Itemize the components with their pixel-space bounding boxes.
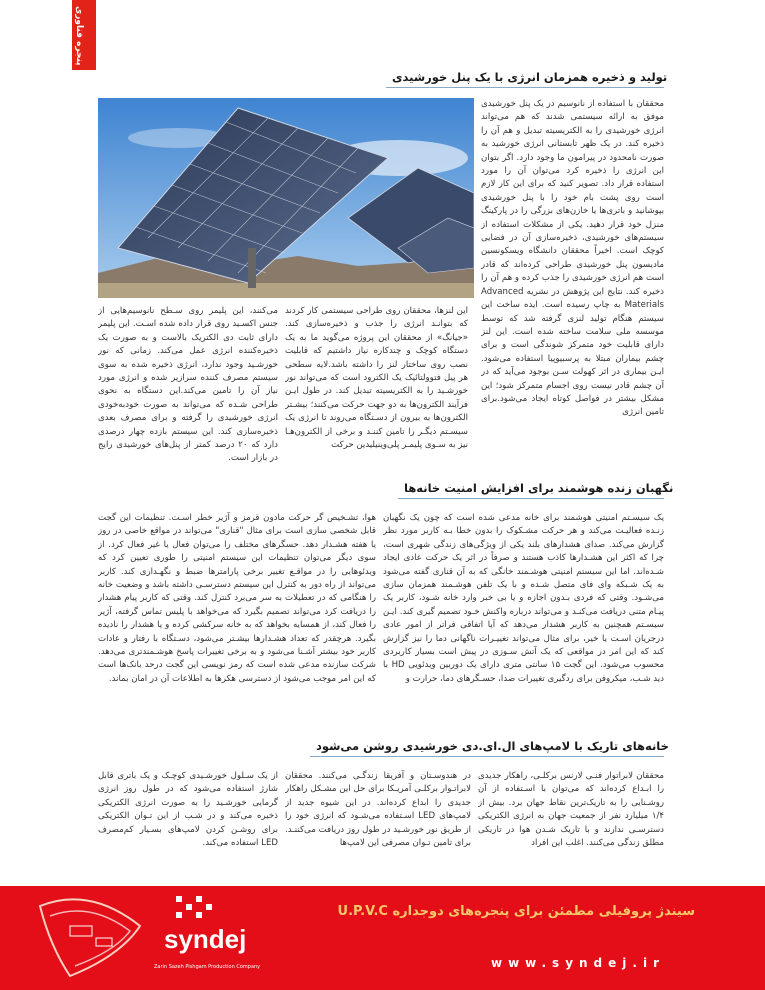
footer-slogan: سیندژ پروفیلی مطمئن برای پنجره‌های دوجداره U.P.V.C bbox=[337, 904, 695, 919]
syndej-logo bbox=[150, 894, 280, 980]
window-profile-graphic bbox=[30, 886, 160, 990]
section3-heading bbox=[310, 738, 669, 757]
section1-column-right: محققان با استفاده از نانوسیم در یک پنل خورشیدی موفق به ارائه سیستمی شدند که هم می‌تواند انرژی خورشیدی را به الکتریسیته تبدیل و هم آن را ذخیره کند. در یک ظهر تابستانی انرژی خورشید به صورت نامحدود در پیرامون ما وجود دارد. اگر بتوان این انرژی را ذخیره کرد می‌توان آن را مورد استفاده قرار داد. تصویر کنید که برای این کار لازم است روی پشت بام خود را با پنل خورشیدی بپوشانید و باتری‌ها یا خازن‌های بزرگی را در پارکینگ منزل خود قرار دهید. یکی از مشکلات استفاده از سیستم‌های خورشیدی، ذخیره‌سازی آن در فضایی کوچک است. اخیراً محققان دانشگاه ویسکونسین مادیسون پنل خورشیدی طراحی کرده‌اند که قادر است هم انرژی خورشیدی را جذب کرده و هم آن را ذخیره کند. نتایج این پژوهش در نشریه Advanced Materials به چاپ رسیده است. ایده ساخت این سیستم هنگام تولید لنزی گرفته شد که توسط موسسه ملی سلامت ساخته شده است. این لنز دارای قابلیت خود متمرکز شوندگی است و برای چشم بیماران مبتلا به پرسبیوپیا استفاده می‌شود. ایـن بیماری در اثر کهولت سـن بوجود می‌آید که در آن چشم قادر نیست روی اجسام متمرکز شود؛ این مشکل بیشتر در فواصل کوتاه ایجاد می‌شود.برای تامین انرژی bbox=[481, 99, 664, 418]
section2-column-right: یک سیسـتم امنیتی هوشمند برای خانه مدعی شده است که چون یک نگهبان زنـده فعالیـت می‌کند و هر حرکت مشـکوک را بدون خطا بـه کاربر مورد نظر گزارش می‌کند. صدای هشدارهای بلند یکی از ویژگی‌های زندگی شهری است، چرا که اکثر این هشـدارها کاذب هستند و صرفاً در اثر یک حرکت عادی ایجاد شـده‌اند. اما این سیستم امنیتی هوشـمند خانگی که به آن قناری گفته می‌شود به یک شـبکه وای فای متصل شـده و با یک تلفن هوشـمند همزمان سازی می‌شـود. وقتی که فردی بـدون اجازه و یا بی خبر وارد خانه شـود، کاربر یک پیـام متنی دریافت می‌کنـد و می‌تواند درباره واکنش خـود تصمیم گیری کند. ایـن سیسـتم همچنین به کاربر هشدار می‌دهد که آیا اتفاقی فراتر از امور عادی درجریان اسـت یا خیر، برای مثال می‌تواند تغییـرات ناگهانی دما را نیز گزارش کند که این امر در مواقعی که یک آتش سـوزی در پیش است بسیار کاربردی محسوب می‌شود. این گجت ۱۵ سانتی متری دارای یک دوربین ویدئویی HD با دید شـب، میکروفن برای ردگیری تغییرات صدا، حسـگرهای دما، حرارت و bbox=[383, 513, 664, 684]
section2-column-left: هوا، تشـخیص گر حرکت مادون قرمز و آژیر خطر اسـت. تنظیمات این گجت قابل شخصی سازی است برای مثال "قناری" می‌تواند در مواقع خاصی در روز یا هفته هشـدار دهد. حسگرهای مختلف را می‌توان فعال یا غیر فعال کرد. از سوی دیگر می‌توان تنظیمات این سیستم امنیتی را طوری تعیین کرد که ویدئوهایی را در مواقـع تغییر برخی پارامترها ضبط و نگهـداری کند. کاربر می‌تواند از راه دور به کنترل این سیستم دسترسـی داشته باشد و وضعیت خانه را هنگامی که در تعطیلات به سر می‌برد کنترل کند. وقتی که کاربر پیام هشدار را دریافت کرد می‌تواند تصمیم بگیرد که می‌خواهد با پلیس تماس گرفته، آژیر را فعال کند، از همسایه بخواهد که به خانه سرکشی کرده و یا هشدار را نادیده بگیرد. هرچقدر که تعداد هشـدارها بیشـتر می‌شود، دسـتگاه با رفتار و عادات کاربر خود بیشتر آشـنا می‌شود و به برخی تغییرات پاسخ هوشـمندتری می‌دهد. شرکت سازنده مدعی شده است که رمز نویسی این گجت درحد بانک‌ها است که این امر موجب می‌شود از دسترسی هکرها به اطلاعات آن در امان بماند. bbox=[98, 513, 376, 684]
footer-website-link[interactable]: www.syndej.ir bbox=[491, 956, 665, 970]
section3-column-1: محققان لابراتوار فنـی لارنس برکلـی، راهکار جدیدی را ابـداع کرده‌اند که می‌توان با اسـتفاده از آن روشـنایی را به تاریک‌ترین نقاط جهان برد. بیش از ۱/۴ میلیارد نفر از جمعیت جهان به انرژی الکتریکی دسترسـی ندارند و با تاریک شـدن هوا در تاریکی مطلق زندگی می‌کنند. اغلب این افراد bbox=[478, 771, 664, 849]
section-tab bbox=[72, 0, 96, 70]
solar-panel-image bbox=[98, 98, 474, 298]
section2-title: نگهبان زنده هوشمند برای افزایش امنیت خانه‌ها bbox=[404, 481, 674, 495]
section3-title: خانه‌های تاریک با لامپ‌های ال.ای.دی خورشیدی روشن می‌شود bbox=[316, 739, 669, 753]
section2-heading bbox=[398, 480, 674, 499]
section1-heading bbox=[386, 69, 668, 88]
logo-subtitle: Zarin Sazeh Pishgam Production Company bbox=[154, 964, 261, 970]
logo-mark-icon bbox=[174, 894, 214, 924]
footer-advertisement bbox=[0, 886, 765, 990]
section1-column-middle: این لنزها، محققان روی طراحی سیستمی کار کردند که بتوانـد انرژی را جذب و ذخیره‌سازی کند. «جیانگ» از محققان این پروژه می‌گوید ما به یک دستگاه کوچک و چندکاره نیاز داشتیم که قابلیت نصب روی ساختار لنز را داشته باشد.لایه سطحی هر پیل فتوولتائیک یک الکترود است که می‌تواند نور خورشـید را به الکتریسیته تبدیل کند. در طول ایـن فرآیند الکترون‌ها به دو جهت حرکت می‌کنند؛ بیشـتر الکترون‌ها به بیرون از دسـتگاه می‌روند تا انرژی یک سیسـتم دیگـر را تامین کننـد و برخی از الکترون‌هـا نیز به سـوی پلیمـر پلی‌وینیلیدین حرکت bbox=[285, 306, 468, 451]
section3-column-2: در هندوسـتان و آفریقا زندگـی می‌کنند. محققان لابراتـوار برکلـی آمریـکا برای حل این مشـکل راهکار جدیدی را ابداع کرده‌اند. در این شیوه جدید از لامپ‌های LED اسـتفاده می‌شـود که انرژی خود را از طریق نور خورشـید در طول روز دریافت می‌کننـد. برای تامین تـوان مصرفی این لامپ‌ها bbox=[285, 771, 471, 849]
section3-column-3: از یک سـلول خورشـیدی کوچـک و یک باتری قابل شارژ استفاده می‌شود که در طول روز انرژی گرمایی خورشـید را به صورت انرژی الکتریکی ذخیره می‌کند و در شـب از این تـوان الکتریکی برای روشـن کردن لامپ‌های بسـیار کم‌مصرف LED استفاده می‌کند. bbox=[98, 771, 278, 849]
logo-text: syndej bbox=[164, 924, 247, 954]
solar-panel-photo bbox=[98, 98, 474, 298]
section1-column-left: می‌کنند، این پلیمر روی سـطح نانوسیم‌هایی از جنس اکسـید روی قرار داده شده اسـت. این پلیمر دارای ثابت دی الکتریک بالاست و به صورت یک ذخیره‌کننده انرژی عمل می‌کند. زمانی که نور خورشـید وجود ندارد، انرژی ذخیره شده به سوی سیستم مصرف کننده سرازیر شده و انرژی مورد نیاز آن را تامین می‌کند.این دستگاه به نحوی طراحی شـده که می‌تواند به صورت خودبه‌خودی انرژی خورشیدی را گرفته و برای مصرف بعدی ذخیره‌سازی کند. این سیستم بازده چهار درصدی دارد که ۲۰ درصد کمتر از پنل‌های خورشیدی رایج در بازار است. bbox=[98, 306, 278, 464]
section1-title: تولید و ذخیره همزمان انرژی با یک پنل خورشیدی bbox=[392, 70, 668, 84]
section-tab-label: پنجره فناوری bbox=[74, 6, 84, 66]
